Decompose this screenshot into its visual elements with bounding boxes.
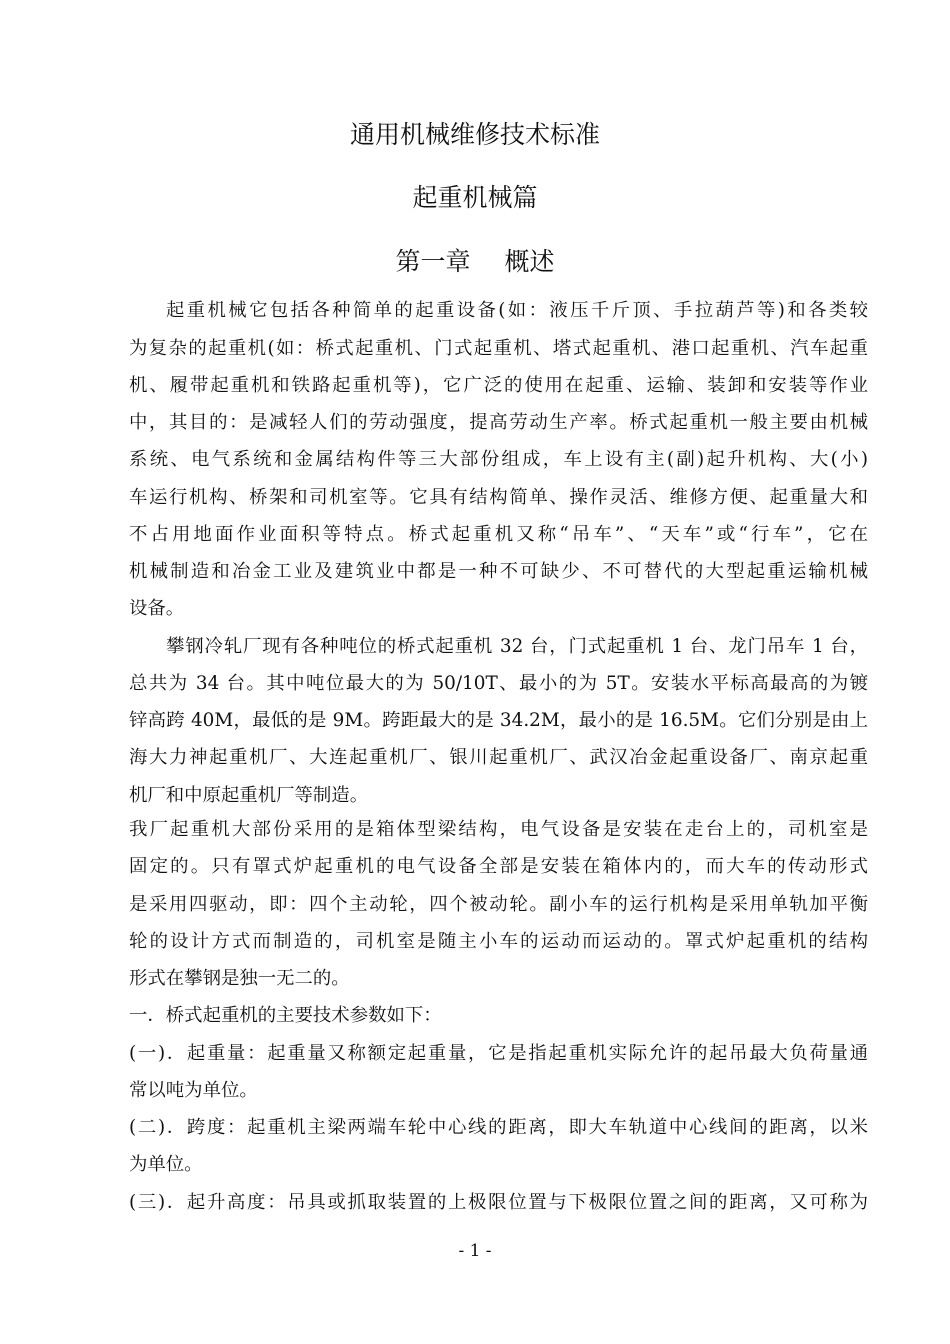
document-title: 通用机械维修技术标准 — [349, 120, 600, 149]
body-text-line: 固定的。只有罩式炉起重机的电气设备全部是安装在箱体内的，而大车的传动形式 — [129, 856, 868, 877]
list-item-line: (二)．跨度：起重机主梁两端车轮中心线的距离，即大车轨道中心线间的距离，以米 — [129, 1117, 868, 1138]
body-text-line: 是采用四驱动，即：四个主动轮，四个被动轮。副小车的运行机构是采用单轨加平衡 — [129, 894, 868, 915]
document-subtitle: 起重机械篇 — [412, 183, 538, 212]
body-text-line: 机械制造和冶金工业及建筑业中都是一种不可缺少、不可替代的大型起重运输机械 — [129, 561, 868, 582]
section-heading: 一．桥式起重机的主要技术参数如下： — [129, 1005, 442, 1026]
body-text-line: 设备。 — [129, 598, 185, 619]
body-text-line: 车运行机构、桥架和司机室等。它具有结构简单、操作灵活、维修方便、起重量大和 — [129, 487, 868, 508]
body-text-line: 起重机械它包括各种简单的起重设备(如：液压千斤顶、手拉葫芦等)和各类较 — [166, 300, 868, 321]
body-text-line: 我厂起重机大部份采用的是箱体型梁结构，电气设备是安装在走台上的，司机室是 — [129, 819, 868, 840]
list-item-line: (三)．起升高度：吊具或抓取装置的上极限位置与下极限位置之间的距离，又可称为 — [129, 1192, 868, 1213]
body-text-line: 系统、电气系统和金属结构件等三大部份组成，车上设有主(副)起升机构、大(小) — [129, 449, 868, 470]
body-text-line: 不占用地面作业面积等特点。桥式起重机又称“吊车”、“天车”或“行车”，它在 — [129, 524, 868, 545]
list-item-line: 常以吨为单位。 — [129, 1080, 258, 1101]
chapter-heading — [0, 247, 950, 277]
body-text-line: 海大力神起重机厂、大连起重机厂、银川起重机厂、武汉冶金起重设备厂、南京起重 — [129, 747, 868, 768]
body-text-line: 总共为 34 台。其中吨位最大的为 50/10T、最小的为 5T。安装水平标高最高的为镀 — [129, 673, 868, 694]
body-text-line: 锌高跨 40M，最低的是 9M。跨距最大的是 34.2M，最小的是 16.5M。它们分别是由上 — [129, 710, 868, 731]
body-text-line: 为复杂的起重机(如：桥式起重机、门式起重机、塔式起重机、港口起重机、汽车起重 — [129, 338, 868, 359]
body-text-line: 机、履带起重机和铁路起重机等)，它广泛的使用在起重、运输、装卸和安装等作业 — [129, 375, 868, 396]
body-text-line: 形式在攀钢是独一无二的。 — [129, 968, 350, 989]
chapter-title: 概述 — [504, 247, 555, 276]
body-text-line: 机厂和中原起重机厂等制造。 — [129, 785, 369, 806]
chapter-number: 第一章 — [395, 247, 471, 276]
list-item-line: 为单位。 — [129, 1154, 203, 1175]
list-item-line: (一)．起重量：起重量又称额定起重量，它是指起重机实际允许的起吊最大负荷量通 — [129, 1043, 868, 1064]
body-text-line: 中，其目的：是减轻人们的劳动强度，提高劳动生产率。桥式起重机一般主要由机械 — [129, 412, 868, 433]
page-number: - 1 - — [458, 1241, 492, 1261]
body-text-line: 轮的设计方式而制造的，司机室是随主小车的运动而运动的。罩式炉起重机的结构 — [129, 931, 868, 952]
body-text-line: 攀钢冷轧厂现有各种吨位的桥式起重机 32 台，门式起重机 1 台、龙门吊车 1 台， — [166, 636, 868, 657]
